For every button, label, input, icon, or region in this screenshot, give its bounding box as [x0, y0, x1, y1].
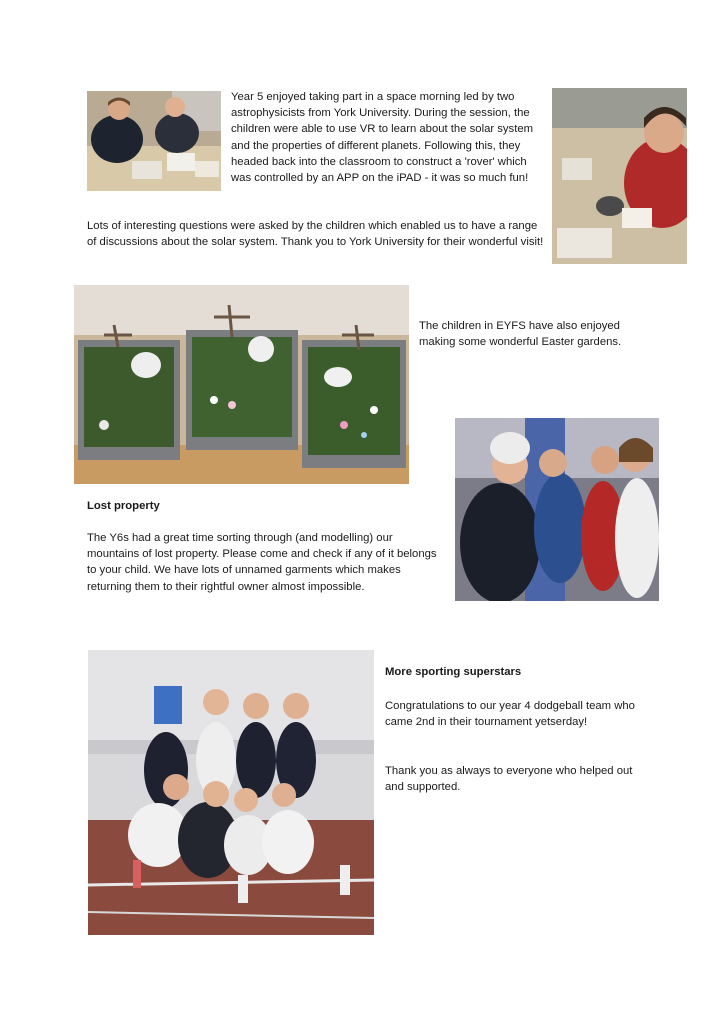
space-photo-classroom: [87, 91, 221, 191]
space-intro-text: Year 5 enjoyed taking part in a space morning led by two astrophysicists from York University. During the session, the children were able to use VR to learn about the solar system and the properties of different planets. Following this, they headed back into the classroom to construct a 'rover' which was controlled by an APP on the iPAD - it was so much fun!: [231, 91, 534, 185]
sporting-thanks-text: Thank you as always to everyone who helped out and supported.: [385, 765, 633, 794]
easter-gardens-photo: [74, 285, 409, 484]
sporting-congrats-text: Congratulations to our year 4 dodgeball team who came 2nd in their tournament yetserday!: [385, 700, 635, 729]
space-followup-text: Lots of interesting questions were asked by the children which enabled us to have a range of discussions about the solar system. Thank you to York University for their wonderful visit!: [87, 220, 544, 249]
sporting-heading: More sporting superstars: [385, 666, 522, 678]
space-photo-rover: [552, 88, 687, 264]
dodgeball-team-photo: [88, 650, 374, 935]
lost-property-text: The Y6s had a great time sorting through (and modelling) our mountains of lost property. Please come and check if any of it belongs to your child. We have lots of unnamed garments which makes returning them to their rightful owner almost impossible.: [87, 532, 437, 593]
lost-property-heading: Lost property: [87, 500, 160, 512]
lost-property-photo: [455, 418, 659, 601]
eyfs-text: The children in EYFS have also enjoyed making some wonderful Easter gardens.: [419, 320, 622, 349]
